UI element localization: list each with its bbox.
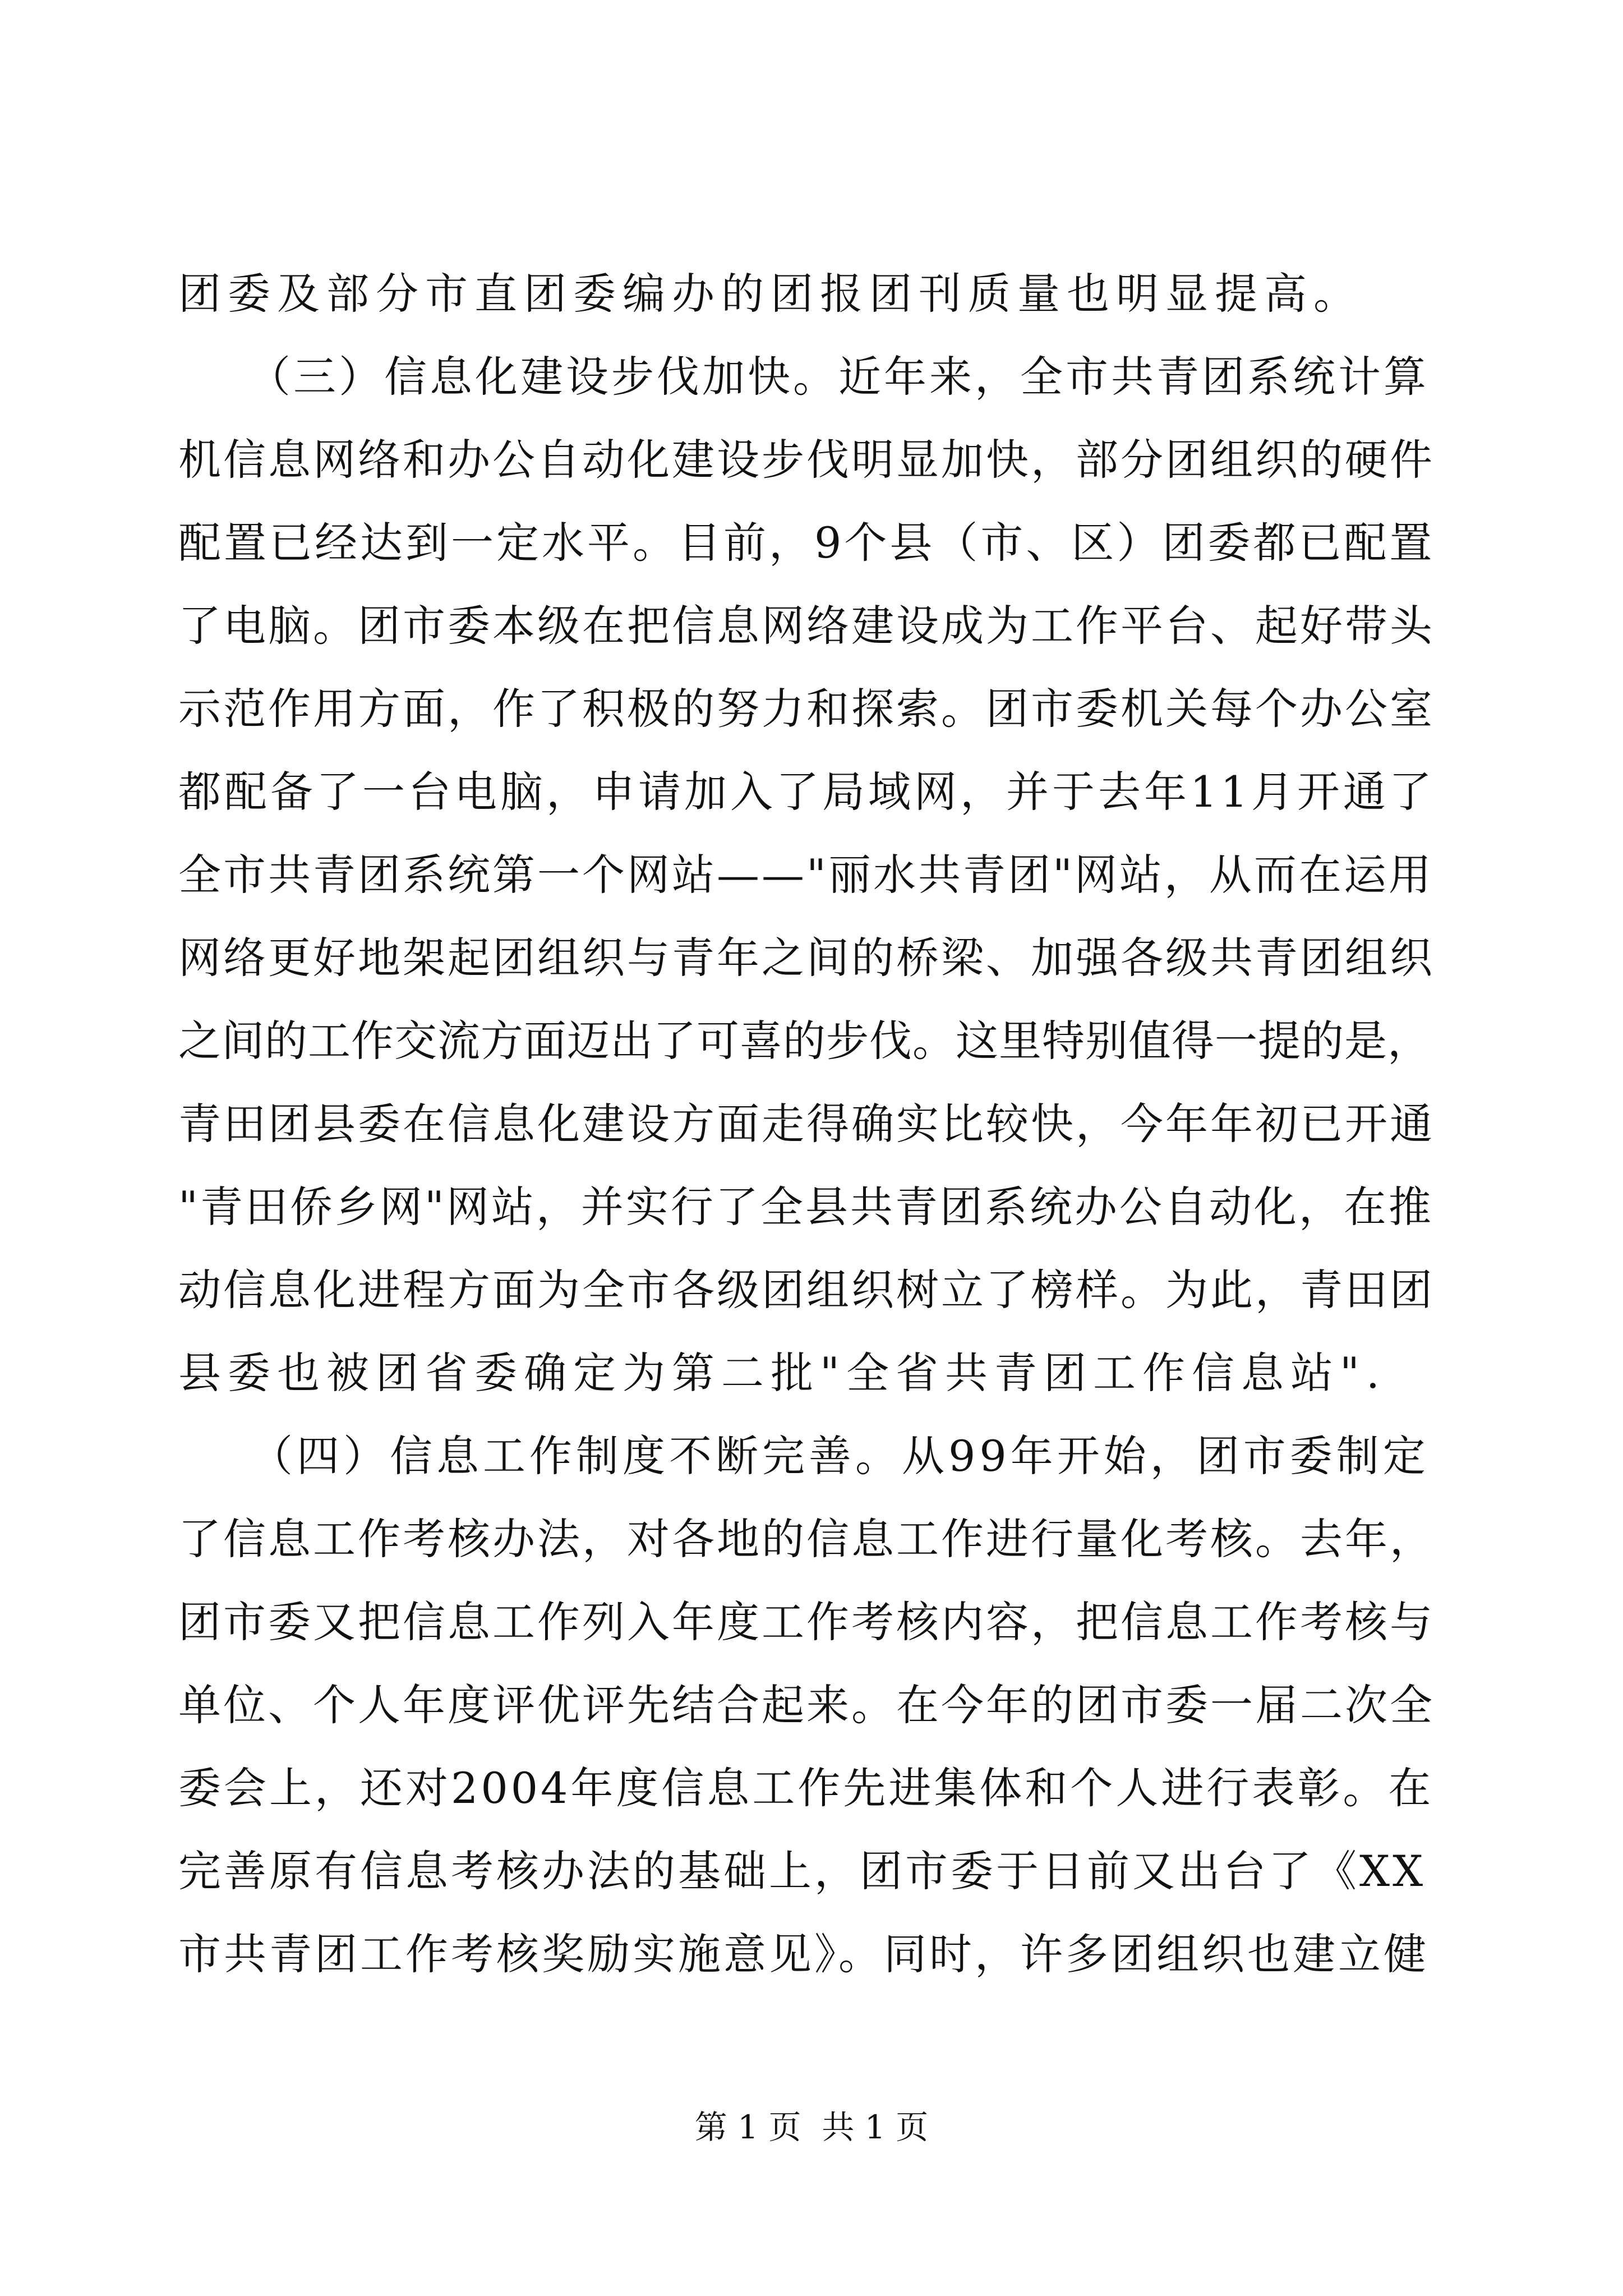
text-line: 之间的工作交流方面迈出了可喜的步伐。这里特别值得一提的是， bbox=[178, 1016, 1431, 1066]
text-line: 团委及部分市直团委编办的团报团刊质量也明显提高。 bbox=[178, 269, 1363, 319]
text-line: 团市委又把信息工作列入年度工作考核内容，把信息工作考核与 bbox=[178, 1597, 1435, 1647]
text-line: 委会上，还对2004年度信息工作先进集体和个人进行表彰。在 bbox=[178, 1763, 1434, 1813]
text-line: 网络更好地架起团组织与青年之间的桥梁、加强各级共青团组织 bbox=[178, 933, 1435, 983]
text-line: 机信息网络和办公自动化建设步伐明显加快，部分团组织的硬件 bbox=[178, 435, 1435, 485]
text-line: （四）信息工作制度不断完善。从99年开始，团市委制定 bbox=[178, 1431, 1430, 1481]
text-line: "青田侨乡网"网站，并实行了全县共青团系统办公自动化，在推 bbox=[178, 1182, 1433, 1232]
text-line: 配置已经达到一定水平。目前，9个县（市、区）团委都已配置 bbox=[178, 518, 1435, 568]
body-text bbox=[178, 252, 1440, 1996]
text-line: 示范作用方面，作了积极的努力和探索。团市委机关每个办公室 bbox=[178, 684, 1435, 734]
text-line: 县委也被团省委确定为第二批"全省共青团工作信息站". bbox=[178, 1348, 1387, 1398]
text-line: 了信息工作考核办法，对各地的信息工作进行量化考核。去年， bbox=[178, 1514, 1435, 1564]
text-line: 动信息化进程方面为全市各级团组织树立了榜样。为此，青田团 bbox=[178, 1265, 1435, 1315]
text-line: 了电脑。团市委本级在把信息网络建设成为工作平台、起好带头 bbox=[178, 601, 1435, 651]
text-line: 单位、个人年度评优评先结合起来。在今年的团市委一届二次全 bbox=[178, 1680, 1435, 1730]
text-line: 完善原有信息考核办法的基础上，团市委于日前又出台了《XX bbox=[178, 1846, 1426, 1896]
text-line: 市共青团工作考核奖励实施意见》。同时，许多团组织也建立健 bbox=[178, 1929, 1429, 1979]
text-line: 全市共青团系统第一个网站——"丽水共青团"网站，从而在运用 bbox=[178, 850, 1433, 900]
text-line: 青田团县委在信息化建设方面走得确实比较快，今年年初已开通 bbox=[178, 1099, 1435, 1149]
page-footer: 第 1 页 共 1 页 bbox=[694, 2108, 929, 2146]
text-line: （三）信息化建设步伐加快。近年来，全市共青团系统计算 bbox=[178, 352, 1429, 402]
text-line: 都配备了一台电脑，申请加入了局域网，并于去年11月开通了 bbox=[178, 767, 1435, 817]
